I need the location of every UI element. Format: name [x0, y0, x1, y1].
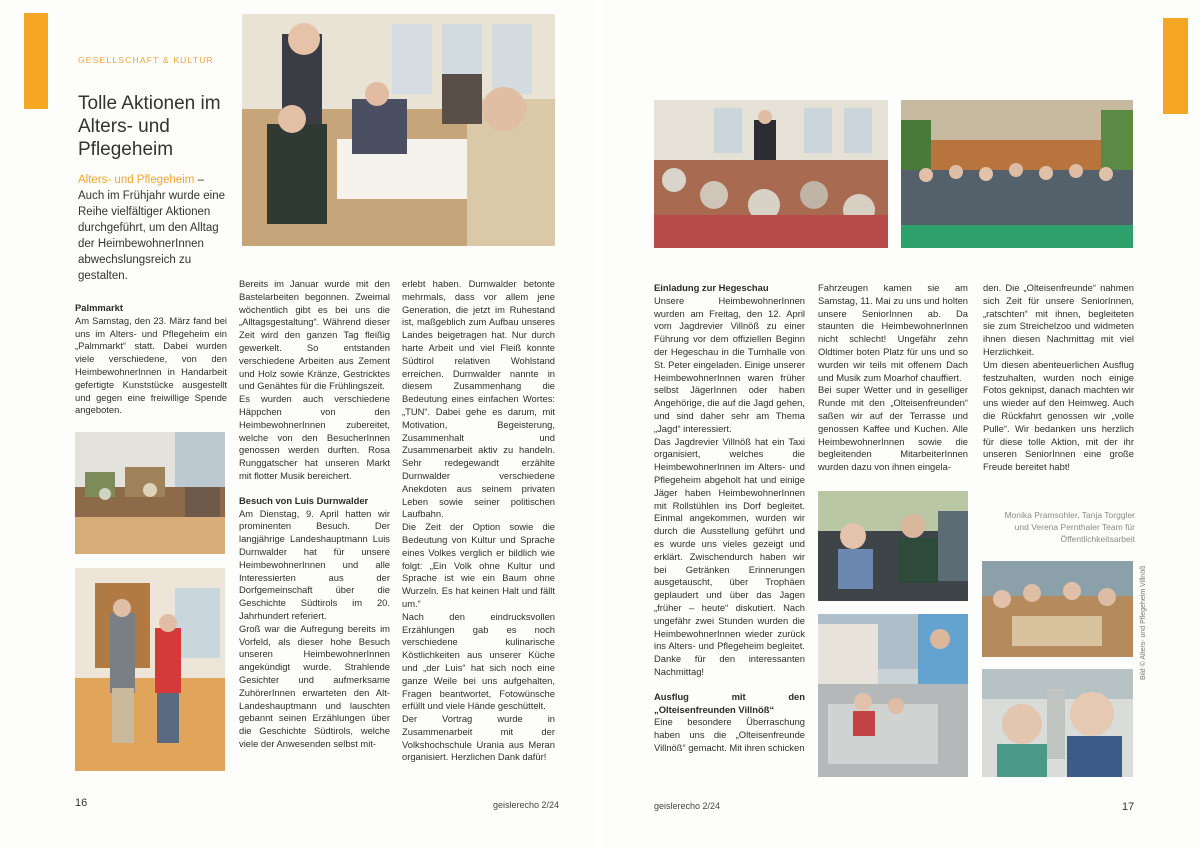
- right-column-1: [654, 282, 805, 755]
- right-column-3: [983, 282, 1134, 474]
- besuch-heading: Besuch von Luis Durnwalder: [239, 494, 369, 506]
- footer-left: geislerecho 2/24: [493, 800, 560, 810]
- footer-right: geislerecho 2/24: [654, 801, 721, 811]
- lead-text: – Auch im Frühjahr wurde eine Reihe vielfältiger Aktionen durchgeführt, um den Alltag der HeimbewohnerInnen abwechslungsreich zu gestalten.: [78, 174, 226, 282]
- r-col2-paragraph-2: Bei super Wetter und in geselliger Runde mit den „Olteisenfreunden“ saßen wir auf der Terrasse und genossen Kaffee und Kuchen. Alle HeimbewohnerInnen sowie die begleitenden MitarbeiterInnen wurden dazu von ihnen eingela-: [818, 384, 968, 473]
- col3-paragraph-1: erlebt haben. Durnwalder betonte mehrmals, dass vor allem jene Generation, die jetzt im Ruhestand ist, maßgeblich zum Aufbau unseres Landes beigetragen hat. Nur durch harte Arbeit und viel Fleiß konnte Südtirol relativen Wohlstand erreichen. Durnwalder nannte in diesem Zusammenhang die Bedeutung eines einfachen Wortes: „TUN“. Dabei gehe es darum, mit Motivation, Begeisterung, Zusammenhalt und Zusammenarbeit aktiv zu handeln. Sehr redegewandt erzählte Durnwalder verschiedene Anekdoten aus seinem privaten Leben sowie seiner politischen Laufbahn.: [402, 278, 555, 520]
- photo-durnwalder-visit: [242, 14, 555, 246]
- r-col1-paragraph-1: Unsere HeimbewohnerInnen wurden am Freitag, den 12. April vom Jagdrevier Villnöß zu einer Führung vor dem offiziellen Beginn der Hegeschau in die Turnhalle von St. Peter eingeladen. Einige unserer HeimbewohnerInnen waren früher selbst JägerInnen oder haben Angehörige, die auf die Jagd gehen, und sind daher sehr am Thema „Jagd“ interessiert.: [654, 294, 805, 434]
- right-accent-bar: [1163, 18, 1188, 114]
- author-credit: Monika Pramsohler, Tanja Torggler und Verena Pernthaler Team für Öffentlichkeitsarbeit: [1004, 510, 1135, 544]
- r-col3-paragraph-2: Um diesen abenteuerlichen Ausflug festzuhalten, wurden noch einige Fotos geknipst, danach machten wir uns wieder auf den Heimweg. Auch die Rückfahrt genossen wir „volle Pulle“. Wir bedanken uns herzlich für diese tolle Aktion, mit der ihr unseren SeniorInnen eine große Freude bereitet habt!: [983, 358, 1134, 473]
- section-label: GESELLSCHAFT & KULTUR: [78, 55, 214, 65]
- left-column-2: [239, 278, 390, 751]
- r-col1-paragraph-2: Das Jagdrevier Villnöß hat ein Taxi organisiert, welches die HeimbewohnerInnen im Alters- und Pflegeheim abgeholt hat und einige Jäger haben HeimbewohnerInnen mit Rollstühlen ins Dorf begleitet. Einmal angekommen, wurden wir durch die Ausstellung geführt und es wurde uns vieles gezeigt und erklärt. Zwischendurch haben wir bei Getränken Erinnerungen ausgetauscht, über Trophäen geplaudert und über das Jagen „früher – heute“ diskutiert. Nach ungefähr zwei Stunden wurden die HeimbewohnerInnen wieder zurück ins Alters- und Pflegeheim begleitet. Danke für den interessanten Nachmittag!: [654, 435, 805, 677]
- page-number-right: 17: [1122, 801, 1135, 813]
- photo-dancing: [75, 568, 225, 771]
- r-col1-paragraph-3: Eine besondere Überraschung haben uns die „Olteisenfreunde Villnöß“ gemacht. Mit ihren schicken: [654, 716, 805, 753]
- photo-oldtimer-car-1: [818, 491, 968, 601]
- col2-paragraph-2: Es wurden auch verschiedene Häppchen von den HeimbewohnerInnen zubereitet, welche von den BesucherInnen genossen werden durften. Rosa Runggatscher hat unseren Markt mit flotter Musik bereichert.: [239, 393, 390, 481]
- photo-credit: Bild © Alters- und Pflegeheim Villnöß: [1140, 565, 1147, 680]
- photo-oldtimer-car-2: [818, 614, 968, 777]
- photo-hegeschau-group: [901, 100, 1133, 248]
- palmmarkt-text: Am Samstag, den 23. März fand bei uns im Alters- und Pflegeheim ein „Palmmarkt“ statt. Dabei wurden viele verschiedene, von den HeimbewohnerInnen in Handarbeit gefertigte Kunststücke ausgestellt und gegen eine freiwillige Spende angeboten.: [75, 314, 227, 416]
- r-col2-paragraph-1: Fahrzeugen kamen sie am Samstag, 11. Mai zu uns und holten unsere SeniorInnen ab. Da staunten die HeimbewohnerInnen nicht schlecht! Ungefähr zehn Oldtimer boten Platz für uns und so wurden wir teils mit offenem Dach und Musik zum Moarhof chauffiert.: [818, 282, 968, 383]
- left-column-1: [75, 302, 227, 417]
- ausflug-heading: Ausflug mit den „Olteisenfreunden Villnöß“: [654, 690, 805, 715]
- photo-lecture-audience: [654, 100, 888, 248]
- col2-paragraph-4: Groß war die Aufregung bereits im Vorfeld, als dieser hohe Besuch unseren HeimbewohnerInnen angekündigt wurde. Strahlende Gesichter und aufmerksame ZuhörerInnen erwarteten den Alt-Landeshauptmann und lauschten gebannt seinen Erzählungen über die Geschichte Südtirols, welche viele der Anwesenden selbst mit-: [239, 622, 390, 749]
- col2-paragraph-3: Am Dienstag, 9. April hatten wir prominenten Besuch. Der langjährige Landeshauptmann Luis Durnwalder hat für unsere HeimbewohnerInnen und alle Interessierten aus der Dorfgemeinschaft über die Geschichte Südtirols im 20. Jahrhundert referiert.: [239, 507, 390, 621]
- col3-paragraph-2: Die Zeit der Option sowie die Bedeutung von Kultur und Sprache eines Volkes verglich er bildlich wie folgt: „Ein Volk ohne Kultur und Sprache ist wie ein Baum ohne Wurzeln. Es hat keinen Halt und fällt um.“: [402, 521, 555, 609]
- col3-paragraph-3: Nach den eindrucksvollen Erzählungen gab es noch verschiedene kulinarische Köstlichkeiten aus unserer Küche und „der Luis“ hat sich noch eine ganze Weile bei uns aufgehalten, Fragen beantwortet, Fotowünsche erfüllt und viele Hände geschüttelt.: [402, 610, 555, 712]
- left-column-3: [402, 278, 555, 764]
- lead-paragraph: [78, 172, 230, 284]
- page-number-left: 16: [75, 797, 88, 809]
- lead-org-name: Alters- und Pflegeheim: [78, 174, 195, 186]
- left-accent-bar: [24, 13, 48, 109]
- palmmarkt-heading: Palmmarkt: [75, 302, 123, 313]
- col2-paragraph-1: Bereits im Januar wurde mit den Bastelarbeiten begonnen. Zweimal wöchentlich gibt es bei uns die „Alltagsgestaltung“. Während dieser Zeit wird den ganzen Tag fleißig gewerkelt. So entstanden verschiedene Arbeiten aus Zement und Holz sowie Kränze, Gestricktes und Genähtes für die Frühlingszeit.: [239, 278, 390, 392]
- r-col3-paragraph-1: den. Die „Olteisenfreunde“ nahmen sich Zeit für unsere SeniorInnen, „ratschten“ mit ihnen, begleiteten sie zum Streichelzoo und widmeten ihnen diesen Nachmittag mit viel Herzlichkeit.: [983, 282, 1134, 357]
- col3-paragraph-4: Der Vortrag wurde in Zusammenarbeit mit der Volkshochschule Urania aus Meran organisiert. Herzlichen Dank dafür!: [402, 713, 555, 763]
- photo-terrace-coffee: [982, 561, 1133, 657]
- right-column-2: [818, 282, 968, 474]
- photo-seniors-smiling: [982, 669, 1133, 777]
- page-title: Tolle Aktionen im Alters- und Pflegeheim: [78, 93, 221, 160]
- hegeschau-heading: Einladung zur Hegeschau: [654, 282, 769, 293]
- photo-palmmarkt-table: [75, 432, 225, 554]
